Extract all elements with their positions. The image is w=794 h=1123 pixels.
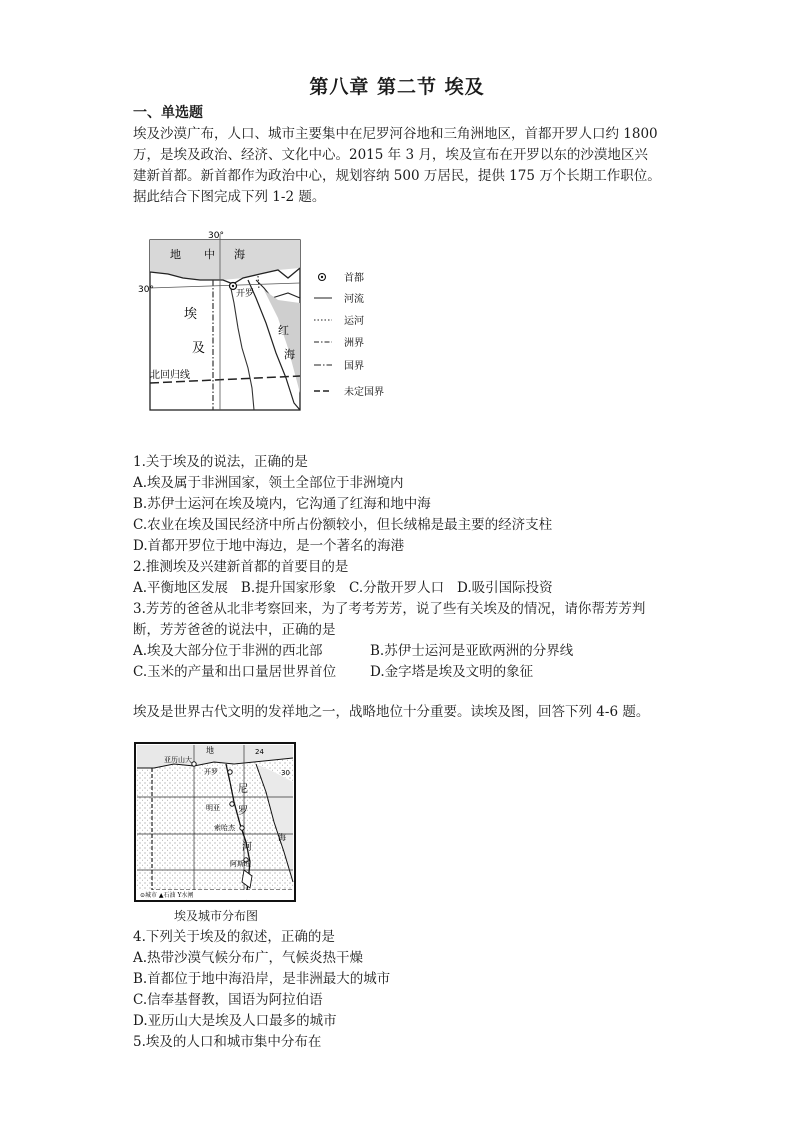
intro-line: 据此结合下图完成下列 1-2 题。 bbox=[133, 189, 326, 205]
question-line: A.埃及属于非洲国家，领土全部位于非洲境内 bbox=[133, 475, 404, 491]
lat-label: 30 bbox=[281, 769, 290, 777]
tropic-label: 北回归线 bbox=[150, 370, 190, 381]
city-label: 索哈杰 bbox=[214, 824, 235, 832]
intro-line: 埃及是世界古代文明的发祥地之一，战略地位十分重要。读埃及图，回答下列 4-6 题。 bbox=[133, 704, 650, 720]
legend-label: 运河 bbox=[344, 316, 364, 327]
river-label: 罗 bbox=[238, 806, 248, 817]
country-label: 及 bbox=[192, 341, 206, 356]
egypt-city-map bbox=[134, 742, 296, 902]
section-heading: 一、单选题 bbox=[133, 105, 203, 121]
question-line: C.农业在埃及国民经济中所占份额较小，但长绒棉是最主要的经济支柱 bbox=[133, 517, 553, 533]
question-line: A.热带沙漠气候分布广，气候炎热干燥 bbox=[133, 950, 364, 966]
figure-caption: 埃及城市分布图 bbox=[174, 909, 259, 923]
question-line: B.首都位于地中海沿岸，是非洲最大的城市 bbox=[133, 971, 391, 987]
city-label: 开罗 bbox=[236, 289, 255, 299]
map-legend: ⊙城市 ▲石油 Y水闸 bbox=[140, 892, 194, 899]
city-label: 亚历山大 bbox=[164, 756, 192, 764]
lat-label: 30° bbox=[138, 285, 154, 295]
question-line: D.首都开罗位于地中海边，是一个著名的海港 bbox=[133, 538, 405, 554]
question-line: 5.埃及的人口和城市集中分布在 bbox=[133, 1034, 322, 1050]
sea-label: 中 bbox=[204, 248, 215, 261]
option: A.埃及大部分位于非洲的西北部 bbox=[133, 643, 323, 659]
city-label: 明亚 bbox=[206, 804, 220, 812]
legend-label: 河流 bbox=[344, 294, 364, 305]
question-line: 断，芳芳爸爸的说法中，正确的是 bbox=[133, 622, 336, 638]
sea-label: 海 bbox=[278, 833, 286, 842]
egypt-map-1 bbox=[138, 228, 408, 413]
sea-label: 海 bbox=[234, 248, 245, 261]
country-label: 埃 bbox=[184, 307, 198, 322]
map-legend bbox=[314, 271, 384, 398]
option: B.苏伊士运河是亚欧两洲的分界线 bbox=[370, 643, 574, 659]
question-line: C.信奉基督教，国语为阿拉伯语 bbox=[133, 992, 323, 1008]
lon-label: 30° bbox=[208, 231, 224, 241]
legend-label: 未定国界 bbox=[344, 387, 384, 398]
legend-label: 洲界 bbox=[344, 338, 364, 349]
option: D.金字塔是埃及文明的象征 bbox=[370, 664, 534, 680]
question-line: 1.关于埃及的说法，正确的是 bbox=[133, 454, 308, 470]
page-title: 第八章 第二节 埃及 bbox=[309, 76, 485, 98]
question-line: A.平衡地区发展 B.提升国家形象 C.分散开罗人口 D.吸引国际投资 bbox=[133, 580, 553, 596]
option: C.玉米的产量和出口量居世界首位 bbox=[133, 664, 337, 680]
intro-line: 建新首都。新首都作为政治中心，规划容纳 500 万居民，提供 175 万个长期工作职位。 bbox=[133, 168, 661, 184]
question-line: 4.下列关于埃及的叙述，正确的是 bbox=[133, 929, 335, 945]
sea-label: 海 bbox=[284, 348, 295, 361]
intro-line: 埃及沙漠广布，人口、城市主要集中在尼罗河谷地和三角洲地区，首都开罗人口约 1800 bbox=[133, 126, 658, 142]
question-line: B.苏伊士运河在埃及境内，它沟通了红海和地中海 bbox=[133, 496, 431, 512]
intro-line: 万，是埃及政治、经济、文化中心。2015 年 3 月，埃及宣布在开罗以东的沙漠地区兴 bbox=[133, 147, 648, 163]
question-line: 3.芳芳的爸爸从北非考察回来，为了考考芳芳，说了些有关埃及的情况，请你帮芳芳判 bbox=[133, 601, 646, 617]
river-label: 尼 bbox=[238, 784, 248, 795]
city-label: 阿斯旺 bbox=[230, 860, 251, 868]
legend-label: 首都 bbox=[344, 273, 364, 284]
river-label: 河 bbox=[242, 842, 252, 853]
legend-label: 国界 bbox=[344, 361, 364, 372]
map-label: 地 bbox=[206, 746, 214, 755]
question-line: 2.推测埃及兴建新首都的首要目的是 bbox=[133, 559, 349, 575]
sea-label: 红 bbox=[278, 324, 289, 337]
city-label: 开罗 bbox=[204, 768, 218, 776]
sea-label: 地 bbox=[170, 248, 181, 261]
lon-label: 24 bbox=[255, 748, 264, 756]
question-line: D.亚历山大是埃及人口最多的城市 bbox=[133, 1013, 337, 1029]
